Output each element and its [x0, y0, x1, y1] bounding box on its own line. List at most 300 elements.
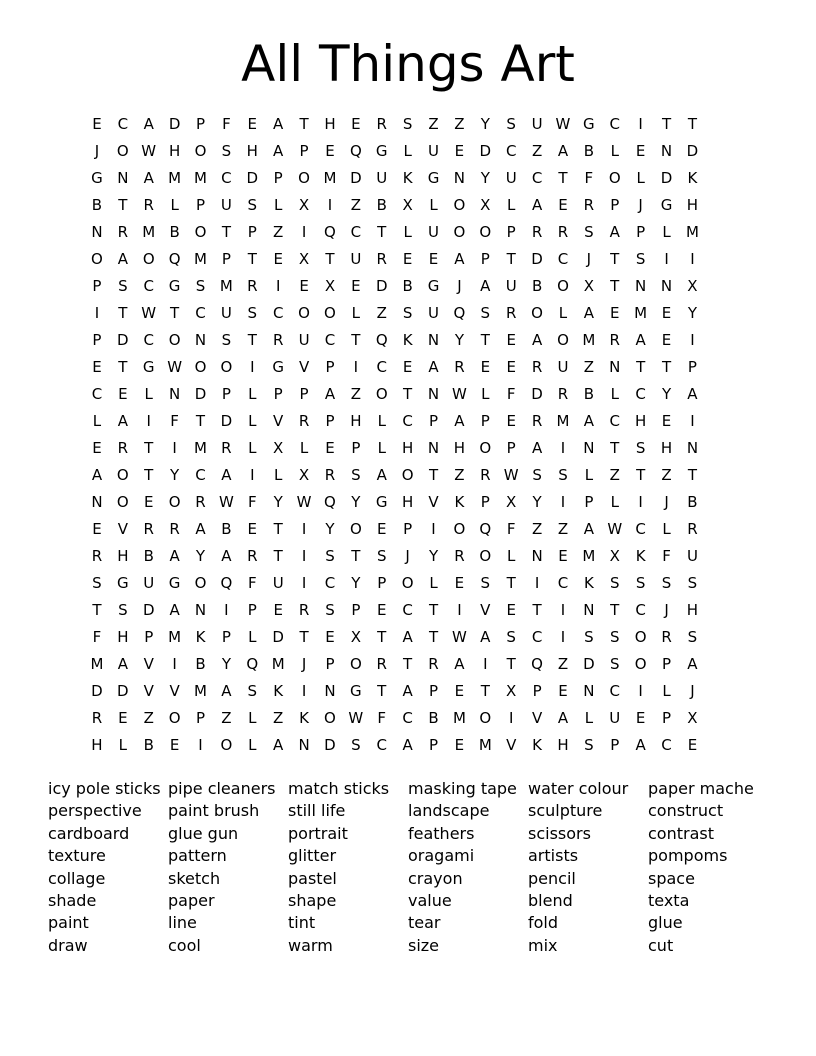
grid-letter[interactable]: G [350, 682, 362, 700]
grid-letter[interactable]: L [403, 223, 412, 241]
grid-letter[interactable]: R [143, 520, 154, 538]
grid-letter[interactable]: E [247, 520, 258, 538]
grid-letter[interactable]: W [167, 358, 183, 376]
grid-letter[interactable]: V [428, 493, 439, 511]
grid-letter[interactable]: O [194, 223, 207, 241]
grid-letter[interactable]: F [584, 169, 594, 187]
grid-letter[interactable]: T [661, 358, 672, 376]
grid-letter[interactable]: I [301, 547, 307, 565]
grid-letter[interactable]: L [92, 412, 102, 430]
grid-letter[interactable]: S [221, 142, 232, 160]
grid-letter[interactable]: U [557, 358, 569, 376]
grid-letter[interactable]: A [480, 628, 491, 646]
grid-letter[interactable]: H [117, 547, 129, 565]
grid-letter[interactable]: L [584, 709, 594, 727]
grid-letter[interactable]: E [454, 574, 465, 592]
grid-letter[interactable]: I [301, 574, 307, 592]
grid-letter[interactable]: A [117, 655, 128, 673]
grid-letter[interactable]: A [428, 358, 439, 376]
grid-letter[interactable]: R [376, 115, 387, 133]
grid-letter[interactable]: S [635, 574, 646, 592]
grid-letter[interactable]: T [403, 655, 413, 673]
grid-letter[interactable]: P [480, 250, 490, 268]
grid-letter[interactable]: P [429, 682, 439, 700]
grid-letter[interactable]: A [195, 520, 206, 538]
grid-letter[interactable]: T [506, 574, 516, 592]
grid-letter[interactable]: L [584, 466, 594, 484]
grid-letter[interactable]: N [583, 439, 595, 457]
grid-letter[interactable]: A [687, 655, 698, 673]
grid-letter[interactable]: X [687, 709, 698, 727]
grid-letter[interactable]: T [480, 331, 490, 349]
grid-letter[interactable]: S [480, 574, 491, 592]
grid-letter[interactable]: V [273, 412, 284, 430]
grid-letter[interactable]: N [117, 169, 129, 187]
grid-letter[interactable]: Z [143, 709, 154, 727]
grid-letter[interactable]: I [560, 439, 566, 457]
grid-letter[interactable]: R [454, 358, 465, 376]
grid-letter[interactable]: I [483, 655, 488, 673]
grid-letter[interactable]: A [402, 682, 413, 700]
grid-letter[interactable]: L [248, 385, 257, 403]
grid-letter[interactable]: M [582, 331, 596, 349]
grid-letter[interactable]: E [325, 439, 335, 457]
grid-letter[interactable]: M [142, 223, 156, 241]
grid-letter[interactable]: W [141, 304, 157, 322]
grid-letter[interactable]: P [610, 736, 620, 754]
grid-letter[interactable]: X [506, 682, 517, 700]
grid-letter[interactable]: Q [220, 574, 233, 592]
grid-letter[interactable]: R [376, 250, 387, 268]
grid-letter[interactable]: C [143, 331, 154, 349]
grid-letter[interactable]: P [221, 385, 231, 403]
grid-letter[interactable]: Z [557, 655, 569, 673]
grid-letter[interactable]: A [324, 385, 336, 403]
grid-letter[interactable]: W [555, 115, 571, 133]
grid-letter[interactable]: T [351, 547, 361, 565]
grid-letter[interactable]: O [116, 466, 129, 484]
grid-letter[interactable]: I [146, 412, 151, 430]
grid-letter[interactable]: G [168, 277, 181, 295]
grid-letter[interactable]: R [169, 520, 180, 538]
grid-letter[interactable]: P [273, 385, 283, 403]
grid-letter[interactable]: I [560, 601, 566, 619]
grid-letter[interactable]: T [351, 331, 361, 349]
grid-letter[interactable]: I [94, 304, 100, 322]
grid-letter[interactable]: L [610, 142, 619, 160]
grid-letter[interactable]: I [690, 331, 695, 349]
grid-letter[interactable]: R [531, 223, 543, 241]
grid-letter[interactable]: O [557, 331, 569, 349]
grid-letter[interactable]: T [428, 628, 439, 646]
grid-letter[interactable]: O [453, 520, 466, 538]
grid-letter[interactable]: C [661, 736, 672, 754]
grid-letter[interactable]: E [299, 277, 309, 295]
grid-letter[interactable]: P [687, 358, 697, 376]
grid-letter[interactable]: L [507, 547, 516, 565]
grid-letter[interactable]: C [609, 412, 620, 430]
grid-letter[interactable]: T [661, 115, 672, 133]
grid-letter[interactable]: J [638, 196, 643, 214]
grid-letter[interactable]: T [170, 304, 180, 322]
grid-letter[interactable]: L [299, 439, 309, 457]
grid-letter[interactable]: L [662, 682, 671, 700]
grid-letter[interactable]: Z [609, 466, 620, 484]
grid-letter[interactable]: N [427, 331, 440, 349]
grid-letter[interactable]: J [94, 142, 100, 160]
grid-letter[interactable]: T [92, 601, 102, 619]
grid-letter[interactable]: A [583, 520, 594, 538]
grid-letter[interactable]: E [273, 601, 283, 619]
grid-letter[interactable]: D [531, 250, 543, 268]
grid-letter[interactable]: E [454, 142, 465, 160]
grid-letter[interactable]: A [221, 547, 232, 565]
grid-letter[interactable]: R [557, 385, 569, 403]
grid-letter[interactable]: H [401, 439, 414, 457]
grid-letter[interactable]: C [609, 682, 620, 700]
grid-letter[interactable]: A [531, 439, 543, 457]
grid-letter[interactable]: U [428, 304, 440, 322]
grid-letter[interactable]: P [92, 331, 102, 349]
grid-letter[interactable]: V [506, 736, 517, 754]
grid-letter[interactable]: T [636, 466, 646, 484]
grid-letter[interactable]: H [246, 142, 258, 160]
grid-letter[interactable]: C [557, 250, 569, 268]
grid-letter[interactable]: L [507, 196, 516, 214]
grid-letter[interactable]: G [375, 493, 388, 511]
grid-letter[interactable]: S [532, 466, 542, 484]
grid-letter[interactable]: T [428, 466, 439, 484]
grid-letter[interactable]: B [221, 520, 232, 538]
grid-letter[interactable]: T [247, 250, 257, 268]
grid-letter[interactable]: R [91, 547, 103, 565]
grid-letter[interactable]: L [118, 736, 128, 754]
grid-letter[interactable]: O [634, 655, 647, 673]
grid-letter[interactable]: S [635, 250, 646, 268]
grid-letter[interactable]: P [403, 520, 413, 538]
grid-letter[interactable]: I [301, 223, 307, 241]
grid-letter[interactable]: G [117, 574, 129, 592]
grid-letter[interactable]: I [301, 520, 307, 538]
grid-letter[interactable]: S [661, 574, 672, 592]
grid-letter[interactable]: I [638, 493, 643, 511]
grid-letter[interactable]: W [607, 520, 623, 538]
grid-letter[interactable]: N [427, 385, 440, 403]
grid-letter[interactable]: X [324, 277, 336, 295]
grid-letter[interactable]: P [480, 412, 490, 430]
grid-letter[interactable]: S [325, 601, 335, 619]
grid-letter[interactable]: D [686, 142, 699, 160]
grid-letter[interactable]: N [91, 493, 103, 511]
grid-letter[interactable]: C [402, 412, 413, 430]
grid-letter[interactable]: D [531, 385, 543, 403]
grid-letter[interactable]: I [690, 412, 695, 430]
grid-letter[interactable]: E [377, 520, 387, 538]
grid-letter[interactable]: S [584, 628, 594, 646]
grid-letter[interactable]: A [221, 466, 232, 484]
grid-letter[interactable]: E [661, 331, 672, 349]
grid-letter[interactable]: P [195, 709, 206, 727]
grid-letter[interactable]: E [325, 142, 335, 160]
grid-letter[interactable]: U [428, 223, 440, 241]
grid-letter[interactable]: B [169, 223, 180, 241]
grid-letter[interactable]: L [429, 574, 438, 592]
grid-letter[interactable]: M [194, 250, 207, 268]
grid-letter[interactable]: S [92, 574, 102, 592]
grid-letter[interactable]: A [376, 466, 387, 484]
grid-letter[interactable]: A [402, 736, 413, 754]
grid-letter[interactable]: S [402, 304, 413, 322]
grid-letter[interactable]: E [325, 628, 335, 646]
grid-letter[interactable]: T [195, 412, 206, 430]
grid-letter[interactable]: X [506, 493, 517, 511]
grid-letter[interactable]: U [272, 574, 284, 592]
grid-letter[interactable]: K [195, 628, 206, 646]
grid-letter[interactable]: M [556, 412, 570, 430]
grid-letter[interactable]: S [609, 655, 620, 673]
grid-letter[interactable]: I [431, 520, 436, 538]
grid-letter[interactable]: O [220, 736, 233, 754]
grid-letter[interactable]: O [401, 466, 414, 484]
grid-letter[interactable]: E [558, 196, 568, 214]
grid-letter[interactable]: R [247, 547, 258, 565]
grid-letter[interactable]: F [506, 520, 516, 538]
grid-letter[interactable]: X [273, 439, 284, 457]
grid-letter[interactable]: T [221, 223, 231, 241]
grid-letter[interactable]: H [91, 736, 103, 754]
grid-letter[interactable]: D [583, 655, 595, 673]
grid-letter[interactable]: T [610, 277, 620, 295]
grid-letter[interactable]: G [168, 574, 181, 592]
grid-letter[interactable]: Y [480, 115, 490, 133]
grid-letter[interactable]: T [687, 115, 698, 133]
grid-letter[interactable]: I [301, 682, 307, 700]
grid-letter[interactable]: U [505, 277, 517, 295]
grid-letter[interactable]: S [221, 331, 232, 349]
grid-letter[interactable]: C [195, 304, 206, 322]
grid-letter[interactable]: G [375, 142, 388, 160]
grid-letter[interactable]: C [324, 331, 336, 349]
grid-letter[interactable]: T [144, 466, 154, 484]
grid-letter[interactable]: Y [687, 304, 698, 322]
grid-letter[interactable]: X [350, 628, 361, 646]
grid-letter[interactable]: E [247, 115, 258, 133]
grid-letter[interactable]: Y [661, 385, 672, 403]
grid-letter[interactable]: C [531, 169, 543, 187]
grid-letter[interactable]: I [638, 115, 643, 133]
grid-letter[interactable]: Y [351, 493, 361, 511]
grid-letter[interactable]: U [686, 547, 698, 565]
grid-letter[interactable]: O [349, 655, 362, 673]
grid-letter[interactable]: P [325, 655, 335, 673]
grid-letter[interactable]: H [401, 493, 414, 511]
grid-letter[interactable]: W [503, 466, 519, 484]
grid-letter[interactable]: E [143, 493, 154, 511]
grid-letter[interactable]: D [272, 628, 284, 646]
grid-letter[interactable]: D [168, 115, 181, 133]
grid-letter[interactable]: N [531, 547, 543, 565]
grid-letter[interactable]: B [583, 142, 595, 160]
grid-letter[interactable]: Z [376, 304, 387, 322]
grid-letter[interactable]: B [195, 655, 206, 673]
grid-letter[interactable]: E [454, 682, 465, 700]
grid-letter[interactable]: I [172, 655, 177, 673]
grid-letter[interactable]: N [298, 736, 310, 754]
grid-letter[interactable]: K [402, 331, 413, 349]
grid-letter[interactable]: A [273, 115, 284, 133]
grid-letter[interactable]: T [506, 655, 516, 673]
grid-letter[interactable]: Y [351, 574, 361, 592]
grid-letter[interactable]: I [250, 358, 255, 376]
grid-letter[interactable]: J [301, 655, 307, 673]
grid-letter[interactable]: O [298, 304, 310, 322]
grid-letter[interactable]: O [349, 520, 362, 538]
grid-letter[interactable]: R [195, 493, 206, 511]
grid-letter[interactable]: P [662, 655, 672, 673]
grid-letter[interactable]: E [428, 250, 439, 268]
grid-letter[interactable]: O [453, 223, 466, 241]
grid-letter[interactable]: K [687, 169, 698, 187]
grid-letter[interactable]: I [560, 628, 566, 646]
grid-letter[interactable]: T [273, 547, 283, 565]
grid-letter[interactable]: J [586, 250, 592, 268]
grid-letter[interactable]: T [610, 439, 620, 457]
grid-letter[interactable]: U [220, 304, 232, 322]
grid-letter[interactable]: L [248, 736, 257, 754]
grid-letter[interactable]: E [402, 358, 413, 376]
grid-letter[interactable]: U [376, 169, 388, 187]
grid-letter[interactable]: W [218, 493, 234, 511]
grid-letter[interactable]: Y [221, 655, 231, 673]
grid-letter[interactable]: R [661, 628, 672, 646]
grid-letter[interactable]: K [583, 574, 594, 592]
grid-letter[interactable]: P [429, 412, 439, 430]
grid-letter[interactable]: M [323, 169, 337, 187]
grid-letter[interactable]: S [118, 277, 128, 295]
grid-letter[interactable]: R [272, 331, 284, 349]
grid-letter[interactable]: D [117, 331, 129, 349]
grid-letter[interactable]: G [660, 196, 673, 214]
grid-letter[interactable]: N [609, 358, 621, 376]
grid-letter[interactable]: O [142, 250, 155, 268]
grid-letter[interactable]: A [687, 385, 698, 403]
grid-letter[interactable]: Z [557, 520, 569, 538]
grid-letter[interactable]: L [481, 385, 490, 403]
grid-letter[interactable]: K [635, 547, 646, 565]
grid-letter[interactable]: A [583, 412, 594, 430]
grid-letter[interactable]: U [531, 115, 543, 133]
grid-letter[interactable]: C [91, 385, 103, 403]
grid-letter[interactable]: I [457, 601, 462, 619]
grid-letter[interactable]: S [247, 304, 258, 322]
grid-letter[interactable]: V [143, 655, 154, 673]
grid-letter[interactable]: L [248, 709, 257, 727]
grid-letter[interactable]: O [168, 493, 181, 511]
grid-letter[interactable]: T [377, 628, 387, 646]
grid-letter[interactable]: S [609, 574, 620, 592]
grid-letter[interactable]: D [350, 169, 362, 187]
grid-letter[interactable]: R [428, 655, 439, 673]
grid-letter[interactable]: Y [454, 331, 464, 349]
grid-letter[interactable]: A [273, 142, 284, 160]
grid-letter[interactable]: Y [428, 547, 439, 565]
grid-letter[interactable]: K [532, 736, 542, 754]
grid-letter[interactable]: Z [531, 142, 543, 160]
grid-letter[interactable]: A [402, 628, 413, 646]
grid-letter[interactable]: Q [324, 493, 336, 511]
grid-letter[interactable]: L [558, 304, 568, 322]
grid-letter[interactable]: C [376, 736, 387, 754]
grid-letter[interactable]: X [583, 277, 594, 295]
grid-letter[interactable]: U [143, 574, 155, 592]
grid-letter[interactable]: G [272, 358, 284, 376]
grid-letter[interactable]: C [635, 601, 646, 619]
grid-letter[interactable]: I [172, 439, 177, 457]
grid-letter[interactable]: O [324, 304, 336, 322]
grid-letter[interactable]: O [194, 142, 207, 160]
grid-letter[interactable]: S [195, 277, 206, 295]
grid-letter[interactable]: L [429, 196, 438, 214]
grid-letter[interactable]: E [92, 520, 102, 538]
grid-letter[interactable]: P [377, 574, 387, 592]
grid-letter[interactable]: Z [273, 709, 284, 727]
grid-letter[interactable]: D [324, 736, 336, 754]
grid-letter[interactable]: A [531, 331, 543, 349]
grid-letter[interactable]: A [454, 655, 465, 673]
grid-letter[interactable]: T [610, 250, 620, 268]
grid-letter[interactable]: R [531, 412, 543, 430]
grid-letter[interactable]: R [454, 547, 465, 565]
grid-letter[interactable]: M [452, 709, 466, 727]
grid-letter[interactable]: O [91, 250, 103, 268]
grid-letter[interactable]: O [479, 547, 492, 565]
grid-letter[interactable]: H [324, 115, 336, 133]
grid-letter[interactable]: R [298, 412, 310, 430]
grid-letter[interactable]: E [610, 304, 620, 322]
grid-letter[interactable]: P [325, 412, 335, 430]
grid-letter[interactable]: P [584, 493, 594, 511]
grid-letter[interactable]: W [296, 493, 312, 511]
grid-letter[interactable]: Z [583, 358, 594, 376]
grid-letter[interactable]: I [664, 250, 669, 268]
grid-letter[interactable]: O [375, 385, 388, 403]
grid-letter[interactable]: S [402, 115, 413, 133]
grid-letter[interactable]: F [222, 115, 231, 133]
grid-letter[interactable]: K [454, 493, 465, 511]
grid-letter[interactable]: P [299, 142, 309, 160]
grid-letter[interactable]: R [583, 196, 595, 214]
grid-letter[interactable]: B [531, 277, 543, 295]
grid-letter[interactable]: L [274, 196, 283, 214]
grid-letter[interactable]: H [168, 142, 181, 160]
grid-letter[interactable]: T [428, 601, 439, 619]
grid-letter[interactable]: S [687, 574, 698, 592]
grid-letter[interactable]: D [479, 142, 492, 160]
grid-letter[interactable]: J [690, 682, 695, 700]
grid-letter[interactable]: M [685, 223, 699, 241]
grid-letter[interactable]: N [91, 223, 103, 241]
grid-letter[interactable]: I [560, 493, 566, 511]
grid-letter[interactable]: N [324, 682, 336, 700]
grid-letter[interactable]: R [557, 223, 569, 241]
grid-letter[interactable]: F [662, 547, 671, 565]
grid-letter[interactable]: A [635, 331, 646, 349]
grid-letter[interactable]: Q [453, 304, 466, 322]
grid-letter[interactable]: E [377, 601, 387, 619]
grid-letter[interactable]: C [609, 115, 620, 133]
grid-letter[interactable]: B [428, 709, 439, 727]
grid-letter[interactable]: E [92, 115, 102, 133]
